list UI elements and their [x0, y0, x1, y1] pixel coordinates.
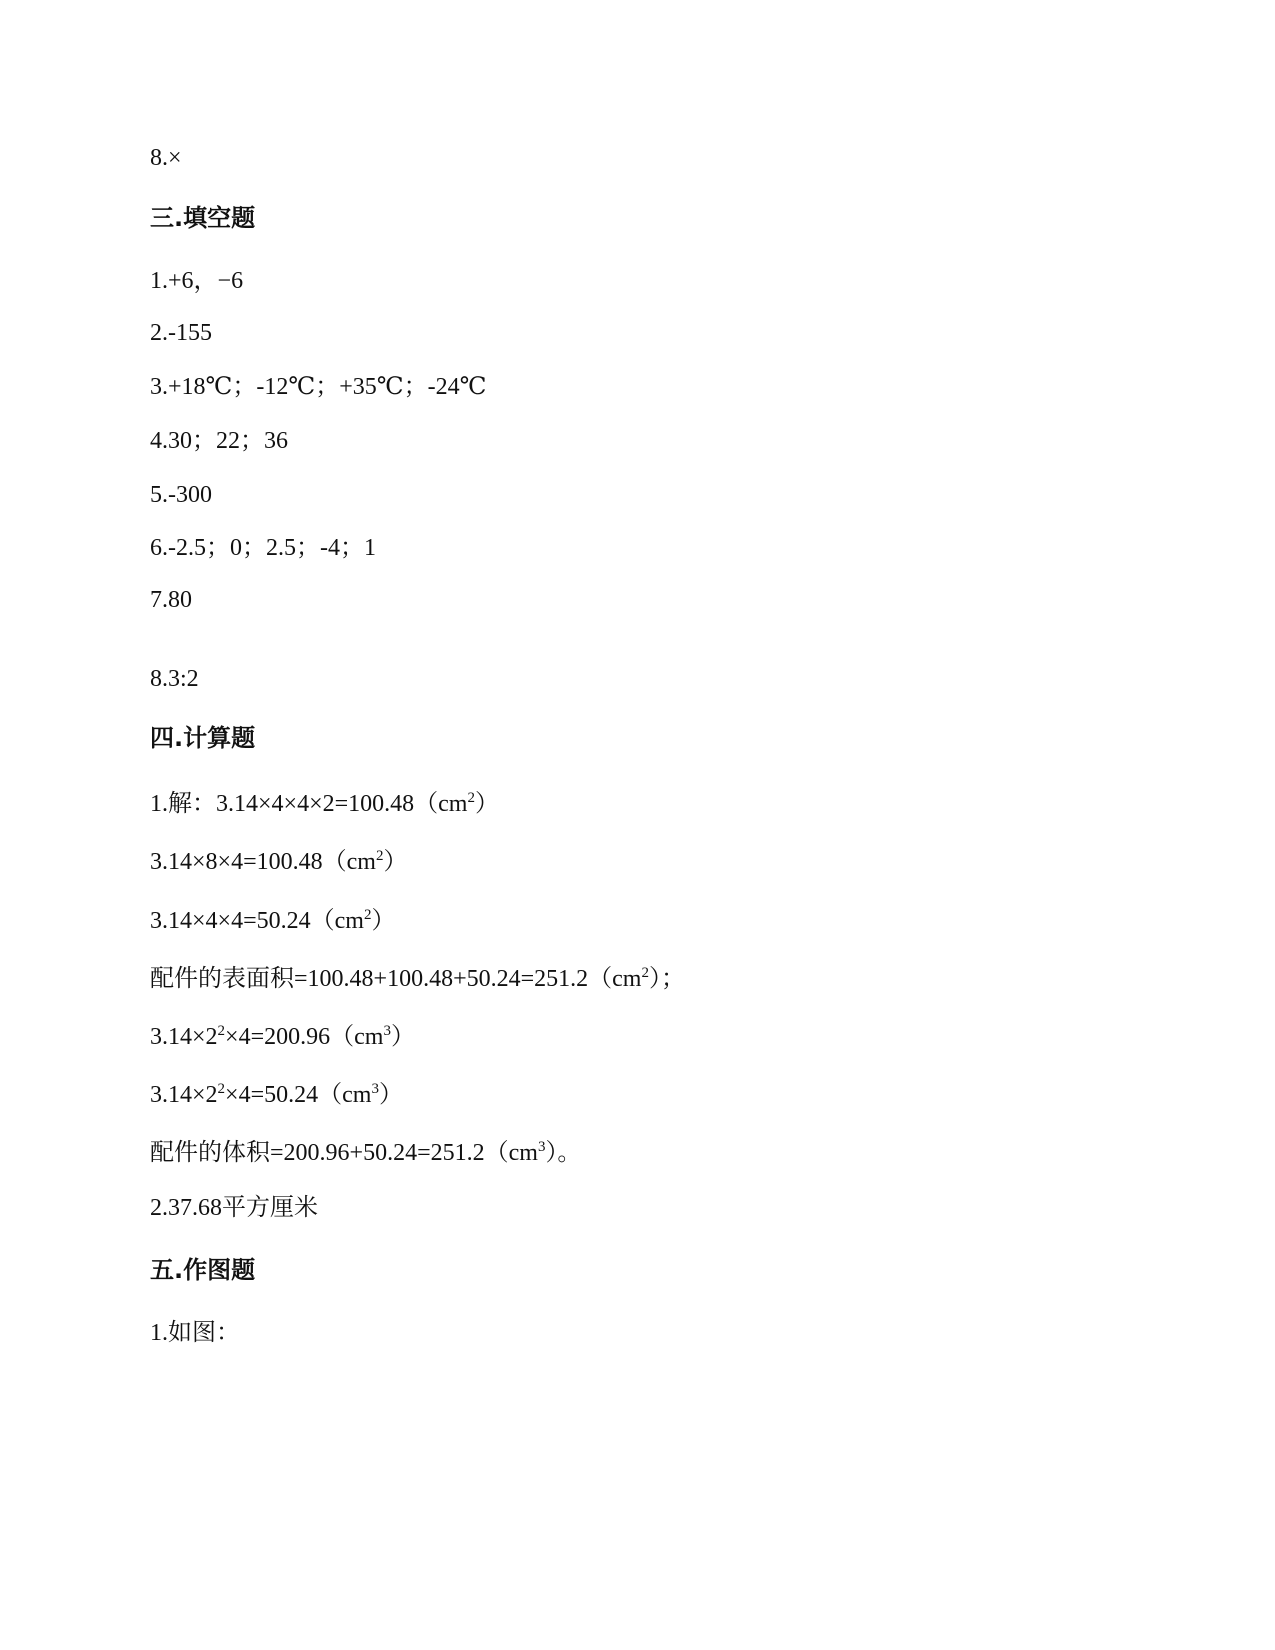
section-5-heading: 五.作图题 [150, 1256, 256, 1284]
calc-2: 2.37.68平方厘米 [150, 1195, 318, 1221]
calc-text: ×4=50.24（cm [225, 1082, 372, 1108]
calc-text: 配件的体积=200.96+50.24=251.2（cm [150, 1140, 538, 1166]
superscript: 2 [217, 1081, 226, 1097]
answer-3-7: 7.80 [150, 587, 192, 613]
calc-text: ） [474, 791, 499, 817]
answer-3-4: 4.30；22；36 [150, 428, 288, 454]
calc-text: 配件的表面积=100.48+100.48+50.24=251.2（cm [150, 966, 642, 992]
superscript: 3 [537, 1139, 546, 1155]
superscript: 2 [467, 790, 475, 806]
calc-text: 1.解：3.14×4×4×2=100.48（cm [150, 791, 468, 817]
calc-1-line-3 [150, 906, 395, 936]
answer-3-3: 3.+18℃；-12℃；+35℃；-24℃ [150, 374, 487, 400]
calc-text: ）。 [545, 1140, 582, 1166]
answer-3-8: 8.3:2 [150, 666, 199, 692]
drawing-1: 1.如图： [150, 1320, 240, 1346]
calc-text: ） [378, 1082, 403, 1108]
answer-3-6: 6.-2.5；0；2.5；-4；1 [150, 535, 376, 561]
answer-3-2: 2.-155 [150, 320, 212, 346]
calc-1-line-7 [150, 1138, 581, 1168]
superscript: 3 [371, 1081, 379, 1097]
superscript: 2 [363, 907, 372, 923]
calc-text: ） [390, 1024, 415, 1050]
superscript: 3 [383, 1023, 391, 1039]
calc-1-line-1 [150, 789, 499, 819]
calc-text: 3.14×2 [150, 1024, 218, 1050]
calc-text: ×4=200.96（cm [225, 1024, 384, 1050]
calc-text: 3.14×2 [150, 1082, 218, 1108]
calc-1-line-4 [150, 964, 685, 994]
calc-text: 3.14×8×4=100.48（cm [150, 849, 376, 875]
answer-3-5: 5.-300 [150, 482, 212, 508]
calc-text: ） [383, 849, 408, 875]
answer-2-8: 8.× [150, 145, 182, 171]
calc-text: 3.14×4×4=50.24（cm [150, 908, 364, 934]
superscript: 2 [217, 1023, 226, 1039]
calc-text: ）； [648, 966, 685, 992]
section-4-heading: 四.计算题 [150, 724, 256, 752]
calc-1-line-2 [150, 847, 407, 877]
superscript: 2 [641, 965, 649, 981]
superscript: 2 [375, 848, 384, 864]
section-3-heading: 三.填空题 [150, 204, 256, 232]
answer-3-1: 1.+6，−6 [150, 268, 244, 294]
calc-1-line-5 [150, 1022, 415, 1052]
calc-text: ） [371, 908, 396, 934]
calc-1-line-6 [150, 1080, 403, 1110]
